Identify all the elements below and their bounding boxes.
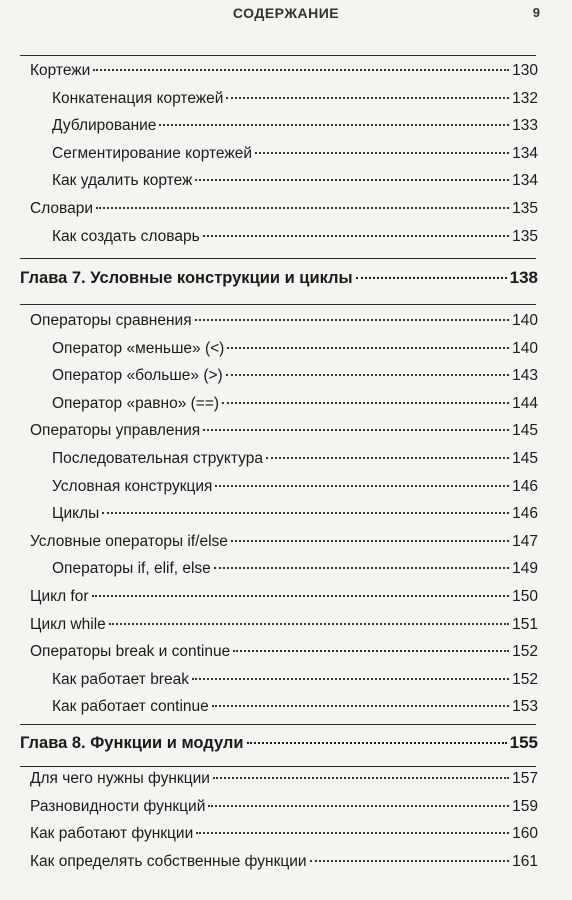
toc-entry — [52, 367, 538, 393]
toc-entry-label: Операторы break и continue — [30, 643, 231, 661]
toc-entry-page: 150 — [512, 588, 538, 605]
toc-entry-label: Дублирование — [52, 117, 157, 135]
toc-entry-label: Оператор «меньше» (<) — [52, 339, 225, 357]
dot-leader — [208, 805, 509, 807]
toc-entry — [30, 616, 538, 642]
toc-entry — [52, 698, 538, 724]
page-number: 9 — [532, 5, 540, 20]
divider-chapter7-top — [20, 258, 536, 259]
toc-entry-page: 146 — [512, 505, 538, 523]
toc-entry — [52, 117, 538, 143]
toc-entry-label: Как определять собственные функции — [30, 852, 307, 870]
toc-entry — [30, 798, 538, 824]
toc-entry-label: Разновидности функций — [30, 797, 206, 815]
dot-leader — [93, 69, 509, 71]
toc-entry-page: 145 — [512, 450, 538, 467]
toc-entry-label: Условные операторы if/else — [30, 532, 228, 550]
dot-leader — [255, 152, 509, 154]
toc-entry — [30, 770, 538, 796]
toc-entry-page: 149 — [512, 560, 538, 578]
toc-entry-page: 152 — [512, 670, 538, 688]
toc-entry-label: Как работает break — [52, 670, 189, 688]
running-title: СОДЕРЖАНИЕ — [232, 5, 340, 21]
toc-entry-page: 160 — [512, 825, 538, 843]
toc-entry — [52, 90, 538, 116]
toc-entry-label: Кортежи — [30, 62, 91, 79]
dot-leader — [227, 347, 509, 349]
toc-entry — [52, 478, 538, 504]
toc-entry-label: Операторы if, elif, else — [52, 560, 211, 578]
running-header — [0, 5, 572, 25]
dot-leader — [109, 623, 509, 625]
toc-entry — [52, 172, 538, 198]
toc-entry-label: Как удалить кортеж — [52, 172, 193, 190]
dot-leader — [266, 457, 509, 459]
toc-entry-page: 140 — [512, 339, 538, 357]
dot-leader — [203, 235, 509, 237]
toc-entry-label: Цикл for — [30, 588, 89, 605]
toc-entry-page: 147 — [512, 532, 538, 550]
toc-entry-label: Операторы управления — [30, 422, 201, 440]
dot-leader — [195, 179, 509, 181]
chapter-page-number: 155 — [509, 733, 538, 752]
toc-entry-label: Как работает continue — [52, 698, 209, 716]
chapter-title: Глава 7. Условные конструкции и циклы — [20, 269, 353, 287]
toc-entry — [52, 505, 538, 531]
dot-leader — [196, 832, 509, 834]
dot-leader — [192, 678, 509, 680]
toc-entry — [52, 145, 538, 171]
toc-entry — [30, 200, 538, 226]
dot-leader — [215, 485, 509, 487]
chapter-heading — [20, 733, 538, 759]
toc-entry — [30, 312, 538, 338]
dot-leader — [159, 124, 509, 126]
chapter-heading — [20, 268, 538, 294]
toc-entry-label: Конкатенация кортежей — [52, 89, 224, 107]
toc-entry-page: 153 — [512, 698, 538, 716]
toc-entry — [30, 853, 538, 879]
toc-entry — [30, 588, 538, 614]
divider-chapter7-bottom — [20, 304, 536, 305]
dot-leader — [247, 742, 507, 744]
toc-entry-page: 135 — [512, 227, 538, 245]
toc-entry-page: 151 — [512, 615, 538, 633]
toc-entry — [30, 62, 538, 88]
toc-entry-page: 159 — [512, 797, 538, 815]
toc-entry-page: 134 — [512, 172, 538, 190]
toc-entry-page: 134 — [512, 144, 538, 162]
toc-entry-page: 130 — [512, 62, 538, 79]
toc-entry-page: 133 — [512, 117, 538, 135]
toc-entry-label: Словари — [30, 200, 93, 217]
toc-entry — [52, 450, 538, 476]
toc-entry — [52, 671, 538, 697]
toc-entry-label: Операторы сравнения — [30, 312, 192, 329]
toc-entry — [30, 422, 538, 448]
divider-top — [20, 55, 536, 56]
dot-leader — [213, 777, 509, 779]
toc-entry-page: 143 — [512, 367, 538, 385]
toc-entry-page: 144 — [512, 394, 538, 412]
toc-entry — [30, 533, 538, 559]
chapter-page-number: 138 — [509, 268, 538, 287]
toc-entry-label: Как работают функции — [30, 825, 194, 843]
toc-entry-label: Последовательная структура — [52, 450, 263, 467]
toc-entry-label: Сегментирование кортежей — [52, 144, 253, 162]
dot-leader — [233, 650, 509, 652]
toc-entry-page: 146 — [512, 477, 538, 495]
toc-entry — [52, 560, 538, 586]
toc-entry — [52, 395, 538, 421]
dot-leader — [102, 512, 509, 514]
toc-entry-label: Как создать словарь — [52, 227, 200, 245]
toc-entry — [30, 825, 538, 851]
toc-entry — [30, 643, 538, 669]
toc-entry-label: Оператор «равно» (==) — [52, 394, 220, 412]
divider-chapter8-bottom — [20, 766, 536, 767]
toc-entry-page: 152 — [512, 643, 538, 661]
dot-leader — [195, 319, 510, 321]
dot-leader — [356, 277, 507, 279]
toc-entry-page: 157 — [512, 770, 538, 787]
dot-leader — [226, 374, 509, 376]
toc-entry-page: 145 — [512, 422, 538, 440]
dot-leader — [310, 860, 510, 862]
dot-leader — [214, 567, 509, 569]
toc-entry-label: Циклы — [52, 505, 100, 523]
dot-leader — [203, 429, 509, 431]
toc-entry-label: Для чего нужны функции — [30, 770, 210, 787]
toc-entry-page: 135 — [512, 200, 538, 217]
chapter-title: Глава 8. Функции и модули — [20, 734, 244, 752]
toc-entry-label: Цикл while — [30, 615, 106, 633]
toc-entry-page: 161 — [512, 852, 538, 870]
toc-entry — [52, 228, 538, 254]
dot-leader — [222, 402, 509, 404]
dot-leader — [231, 540, 509, 542]
toc-entry-page: 132 — [512, 89, 538, 107]
dot-leader — [92, 595, 510, 597]
dot-leader — [96, 207, 509, 209]
toc-entry-label: Условная конструкция — [52, 477, 213, 495]
toc-entry-page: 140 — [512, 312, 538, 329]
toc-entry-label: Оператор «больше» (>) — [52, 367, 223, 385]
toc-entry — [52, 340, 538, 366]
dot-leader — [226, 97, 509, 99]
dot-leader — [212, 705, 509, 707]
